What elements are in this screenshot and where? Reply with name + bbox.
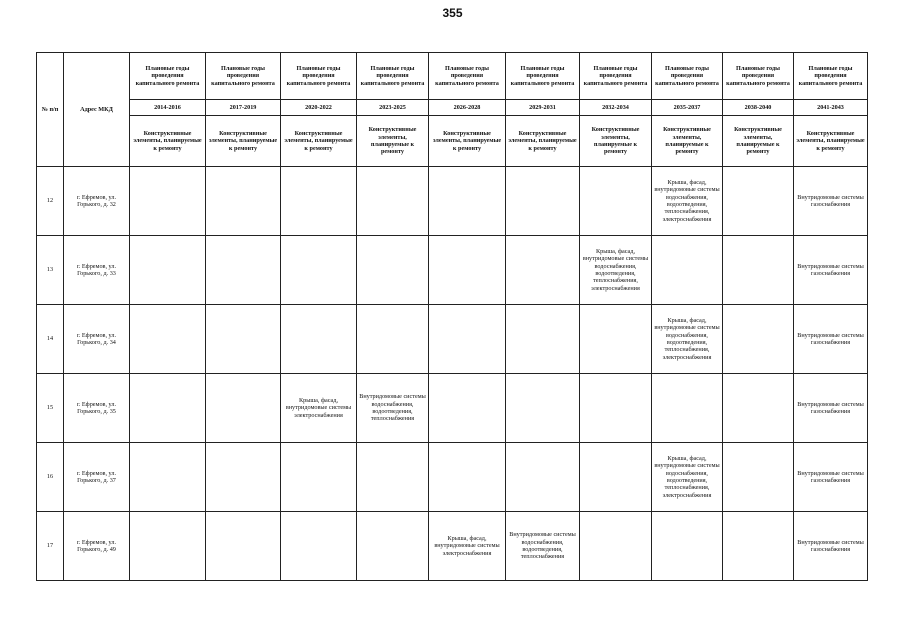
table-row: [37, 443, 868, 512]
header-elements: Конструктивные элементы, планируемые к ремонту: [281, 116, 357, 167]
repair-work-cell: [130, 305, 206, 374]
header-period: 2020-2022: [281, 100, 357, 116]
header-elements: Конструктивные элементы, планируемые к ремонту: [506, 116, 580, 167]
repair-work-cell: [506, 236, 580, 305]
header-elements: Конструктивные элементы, планируемые к ремонту: [357, 116, 429, 167]
header-elements: Конструктивные элементы, планируемые к ремонту: [794, 116, 868, 167]
header-planned-years: Плановые годы проведения капитального ремонта: [652, 53, 723, 100]
repair-work-cell: [506, 167, 580, 236]
header-planned-years: Плановые годы проведения капитального ремонта: [206, 53, 281, 100]
repair-work-cell: [429, 236, 506, 305]
table-row: [37, 512, 868, 581]
repair-work-cell: [281, 512, 357, 581]
header-period: 2029-2031: [506, 100, 580, 116]
repair-work-cell: [652, 236, 723, 305]
repair-work-cell: [357, 305, 429, 374]
table-row: [37, 374, 868, 443]
header-planned-years: Плановые годы проведения капитального ремонта: [130, 53, 206, 100]
repair-work-cell: [206, 167, 281, 236]
repair-work-cell: [357, 167, 429, 236]
repair-work-cell: [506, 305, 580, 374]
repair-work-cell: [506, 443, 580, 512]
header-elements: Конструктивные элементы, планируемые к ремонту: [580, 116, 652, 167]
row-number: 16: [37, 443, 64, 512]
header-elements: Конструктивные элементы, планируемые к ремонту: [206, 116, 281, 167]
repair-work-cell: [206, 305, 281, 374]
repair-work-cell: Крыша, фасад, внутридомовые системы водоснабжения, водоотведения, теплоснабжения, электроснабжения: [652, 443, 723, 512]
repair-work-cell: Крыша, фасад, внутридомовые системы водоснабжения, водоотведения, теплоснабжения, электроснабжения: [652, 305, 723, 374]
repair-work-cell: [580, 512, 652, 581]
header-planned-years: Плановые годы проведения капитального ремонта: [429, 53, 506, 100]
header-period: 2023-2025: [357, 100, 429, 116]
table-row: [37, 236, 868, 305]
repair-work-cell: [580, 443, 652, 512]
repair-work-cell: [506, 374, 580, 443]
header-period: 2035-2037: [652, 100, 723, 116]
header-elements: Конструктивные элементы, планируемые к ремонту: [723, 116, 794, 167]
repair-work-cell: Крыша, фасад, внутридомовые системы электроснабжения: [281, 374, 357, 443]
repair-work-cell: Внутридомовые системы газоснабжения: [794, 236, 868, 305]
page-number: 355: [442, 6, 463, 20]
repair-work-cell: Крыша, фасад, внутридомовые системы электроснабжения: [429, 512, 506, 581]
repair-work-cell: [281, 167, 357, 236]
repair-work-cell: [723, 512, 794, 581]
repair-work-cell: [357, 512, 429, 581]
header-elements: Конструктивные элементы, планируемые к ремонту: [130, 116, 206, 167]
repair-work-cell: Внутридомовые системы водоснабжения, водоотведения, теплоснабжения: [357, 374, 429, 443]
header-row-planned: [37, 53, 868, 100]
repair-work-cell: [130, 443, 206, 512]
repair-work-cell: Внутридомовые системы водоснабжения, водоотведения, теплоснабжения: [506, 512, 580, 581]
repair-work-cell: [429, 443, 506, 512]
row-number: 13: [37, 236, 64, 305]
repair-work-cell: [130, 512, 206, 581]
repair-work-cell: Внутридомовые системы газоснабжения: [794, 374, 868, 443]
table-row: [37, 167, 868, 236]
repair-work-cell: Крыша, фасад, внутридомовые системы водоснабжения, водоотведения, теплоснабжения, электроснабжения: [652, 167, 723, 236]
repair-work-cell: Внутридомовые системы газоснабжения: [794, 512, 868, 581]
repair-work-cell: [206, 374, 281, 443]
header-address: Адрес МКД: [64, 53, 130, 167]
header-elements: Конструктивные элементы, планируемые к ремонту: [429, 116, 506, 167]
repair-work-cell: [429, 167, 506, 236]
header-period: 2026-2028: [429, 100, 506, 116]
repair-work-cell: [130, 374, 206, 443]
header-planned-years: Плановые годы проведения капитального ремонта: [281, 53, 357, 100]
repair-work-cell: [206, 236, 281, 305]
table-row: [37, 305, 868, 374]
header-period: 2017-2019: [206, 100, 281, 116]
repair-work-cell: [652, 512, 723, 581]
repair-work-cell: Внутридомовые системы газоснабжения: [794, 167, 868, 236]
repair-work-cell: [281, 443, 357, 512]
repair-work-cell: [130, 236, 206, 305]
row-number: 15: [37, 374, 64, 443]
repair-work-cell: [281, 305, 357, 374]
header-num: № п/п: [37, 53, 64, 167]
repair-work-cell: [206, 512, 281, 581]
repair-work-cell: [723, 374, 794, 443]
row-address: г. Ефремов, ул. Горького, д. 33: [64, 236, 130, 305]
repair-work-cell: [429, 305, 506, 374]
row-address: г. Ефремов, ул. Горького, д. 35: [64, 374, 130, 443]
header-planned-years: Плановые годы проведения капитального ремонта: [723, 53, 794, 100]
repair-work-cell: [723, 305, 794, 374]
header-period: 2032-2034: [580, 100, 652, 116]
repair-work-cell: [357, 443, 429, 512]
repair-work-cell: [281, 236, 357, 305]
capital-repair-plan-table: [36, 52, 868, 581]
row-address: г. Ефремов, ул. Горького, д. 34: [64, 305, 130, 374]
header-row-periods: [37, 100, 868, 116]
repair-work-cell: [580, 305, 652, 374]
repair-work-cell: Внутридомовые системы газоснабжения: [794, 305, 868, 374]
repair-work-cell: Внутридомовые системы газоснабжения: [794, 443, 868, 512]
repair-work-cell: Крыша, фасад, внутридомовые системы водоснабжения, водоотведения, теплоснабжения, электроснабжения: [580, 236, 652, 305]
repair-work-cell: [580, 167, 652, 236]
header-planned-years: Плановые годы проведения капитального ремонта: [506, 53, 580, 100]
header-elements: Конструктивные элементы, планируемые к ремонту: [652, 116, 723, 167]
header-planned-years: Плановые годы проведения капитального ремонта: [794, 53, 868, 100]
header-planned-years: Плановые годы проведения капитального ремонта: [357, 53, 429, 100]
repair-work-cell: [723, 443, 794, 512]
table-body: [37, 167, 868, 581]
row-number: 17: [37, 512, 64, 581]
header-period: 2038-2040: [723, 100, 794, 116]
header-period: 2041-2043: [794, 100, 868, 116]
row-number: 14: [37, 305, 64, 374]
header-row-elements: [37, 116, 868, 167]
row-address: г. Ефремов, ул. Горького, д. 37: [64, 443, 130, 512]
row-address: г. Ефремов, ул. Горького, д. 49: [64, 512, 130, 581]
repair-work-cell: [130, 167, 206, 236]
repair-work-cell: [206, 443, 281, 512]
repair-work-cell: [429, 374, 506, 443]
header-period: 2014-2016: [130, 100, 206, 116]
repair-work-cell: [652, 374, 723, 443]
row-number: 12: [37, 167, 64, 236]
repair-work-cell: [580, 374, 652, 443]
repair-work-cell: [357, 236, 429, 305]
row-address: г. Ефремов, ул. Горького, д. 32: [64, 167, 130, 236]
repair-work-cell: [723, 167, 794, 236]
header-planned-years: Плановые годы проведения капитального ремонта: [580, 53, 652, 100]
repair-work-cell: [723, 236, 794, 305]
